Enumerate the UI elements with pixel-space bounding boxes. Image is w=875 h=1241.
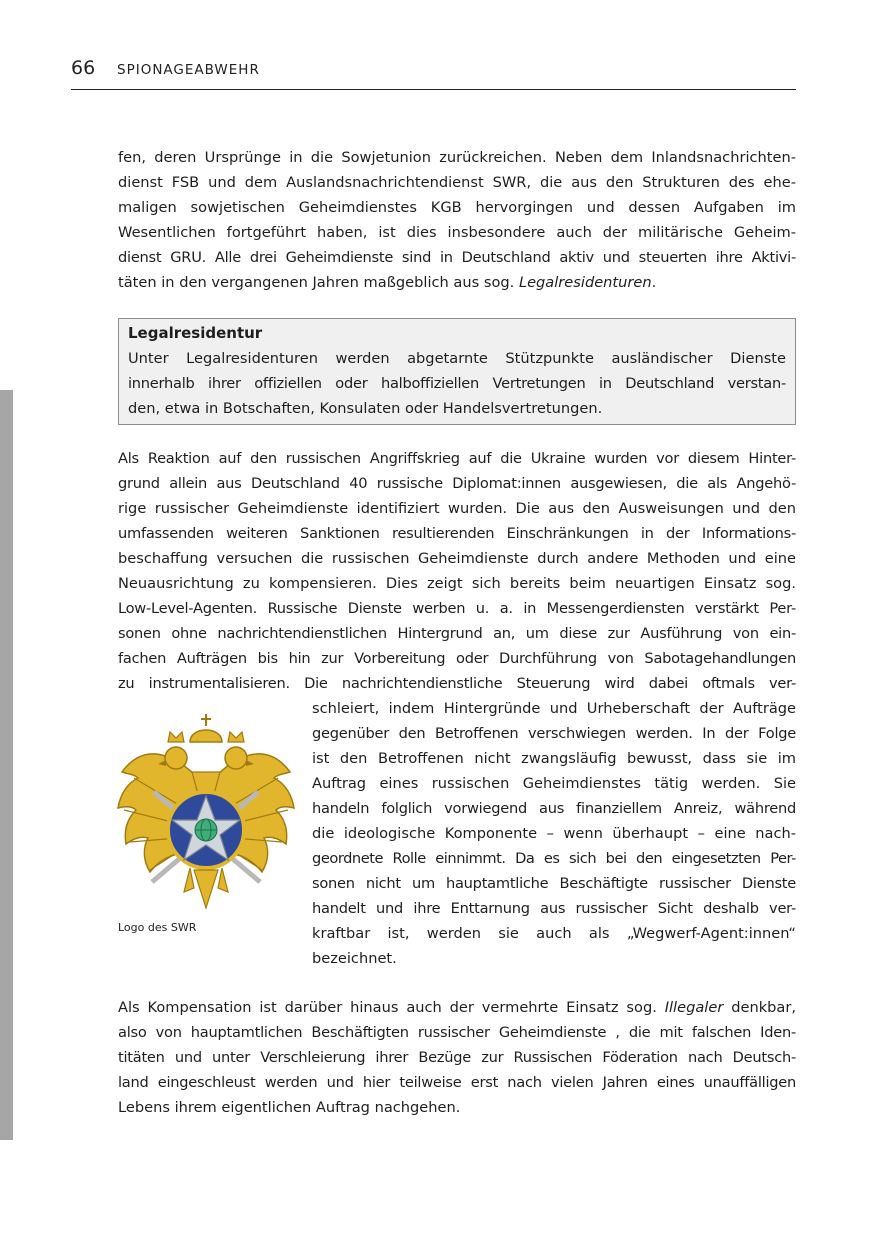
text-line: handeln folglich vorwiegend aus finanziellem Anreiz, während (312, 800, 796, 817)
running-head: SPIONAGEABWEHR (117, 62, 260, 78)
paragraph-reaction-wrapped (312, 696, 796, 971)
paragraph-intro (118, 145, 796, 295)
text-line: rige russischer Geheimdienste identifiziert wurden. Die aus den Ausweisungen und den (118, 500, 796, 517)
text-line: innerhalb ihrer offiziellen oder halboffiziellen Vertretungen in Deutschland verstan- (128, 375, 786, 392)
text-line: gegenüber den Betroffenen verschwiegen werden. In der Folge (312, 725, 796, 742)
definition-title: Legalresidentur (128, 324, 263, 342)
text-line: zu instrumentalisieren. Die nachrichtendienstliche Steuerung wird dabei oftmals ver- (118, 675, 796, 692)
text-line: geordnete Rolle einnimmt. Da es sich bei den eingesetzten Per- (312, 850, 796, 867)
text-line: land eingeschleust werden und hier teilweise erst nach vielen Jahren eines unauffälligen (118, 1074, 796, 1091)
text-line: bezeichnet. (312, 950, 397, 967)
text-line: handelt und ihre Enttarnung aus russischer Sicht deshalb ver- (312, 900, 796, 917)
text-line: sonen ohne nachrichtendienstlichen Hintergrund an, um diese zur Ausführung von ein- (118, 625, 796, 642)
text-line: den, etwa in Botschaften, Konsulaten oder Handelsvertretungen. (128, 400, 603, 417)
text-line: grund allein aus Deutschland 40 russische Diplomat:innen ausgewiesen, die als Angehö- (118, 475, 796, 492)
definition-text (128, 346, 786, 421)
italic-term: Legalresidenturen (518, 274, 652, 291)
paragraph-illegals (118, 995, 796, 1120)
text-line (118, 270, 796, 295)
text-line: Wesentlichen fortgeführt haben, ist dies insbesondere auch der militärische Geheim- (118, 224, 796, 241)
text-line: titäten und unter Verschleierung ihrer Bezüge zur Russischen Föderation nach Deutsch- (118, 1049, 796, 1066)
text-line: also von hauptamtlichen Beschäftigten russischer Geheimdienste , die mit falschen Iden- (118, 1024, 796, 1041)
text-span: Als Kompensation ist darüber hinaus auch der vermehrte Einsatz sog. (118, 999, 665, 1016)
text-line: fachen Aufträgen bis hin zur Vorbereitung oder Durchführung von Sabotagehandlungen (118, 650, 796, 667)
swr-emblem-icon (114, 712, 298, 912)
text-line: dienst FSB und dem Auslandsnachrichtendienst SWR, die aus den Strukturen des ehe- (118, 174, 796, 191)
italic-term: Illegaler (664, 999, 724, 1016)
text-line: fen, deren Ursprünge in die Sowjetunion zurückreichen. Neben dem Inlandsnachrichten- (118, 149, 796, 166)
text-span: denkbar, (723, 999, 796, 1016)
text-span: täten in den vergangenen Jahren maßgeblich aus sog. (118, 274, 519, 291)
text-line: schleiert, indem Hintergründe und Urheberschaft der Aufträge (312, 700, 796, 717)
text-line (118, 995, 796, 1020)
text-line: die ideologische Komponente – wenn überhaupt – eine nach- (312, 825, 796, 842)
definition-box (118, 318, 796, 425)
text-line: sonen nicht um hauptamtliche Beschäftigte russischer Dienste (312, 875, 796, 892)
page-edge-marker (0, 390, 13, 1140)
page-number: 66 (71, 57, 96, 79)
text-line: Als Reaktion auf den russischen Angriffskrieg auf die Ukraine wurden vor diesem Hinter- (118, 450, 796, 467)
paragraph-reaction (118, 446, 796, 696)
text-line: ist den Betroffenen nicht zwangsläufig bewusst, dass sie im (312, 750, 796, 767)
text-line: kraftbar ist, werden sie auch als „Wegwerf-Agent:innen“ (312, 925, 796, 942)
text-line: umfassenden weiteren Sanktionen resultierenden Einschränkungen in der Informations- (118, 525, 796, 542)
text-span: . (651, 274, 657, 291)
text-line: Unter Legalresidenturen werden abgetarnte Stützpunkte ausländischer Dienste (128, 350, 786, 367)
text-line: Lebens ihrem eigentlichen Auftrag nachgehen. (118, 1099, 461, 1116)
text-line: Low-Level-Agenten. Russische Dienste werben u. a. in Messengerdiensten verstärkt Per- (118, 600, 796, 617)
figure-caption: Logo des SWR (118, 921, 197, 934)
text-line: maligen sowjetischen Geheimdienstes KGB hervorgingen und dessen Aufgaben im (118, 199, 796, 216)
page-header (71, 56, 796, 90)
text-line: dienst GRU. Alle drei Geheimdienste sind in Deutschland aktiv und steuerten ihre Aktivi- (118, 249, 796, 266)
text-line: Neuausrichtung zu kompensieren. Dies zeigt sich bereits beim neuartigen Einsatz sog. (118, 575, 796, 592)
text-line: Auftrag eines russischen Geheimdienstes tätig werden. Sie (312, 775, 796, 792)
text-line: beschaffung versuchen die russischen Geheimdienste durch andere Methoden und eine (118, 550, 796, 567)
